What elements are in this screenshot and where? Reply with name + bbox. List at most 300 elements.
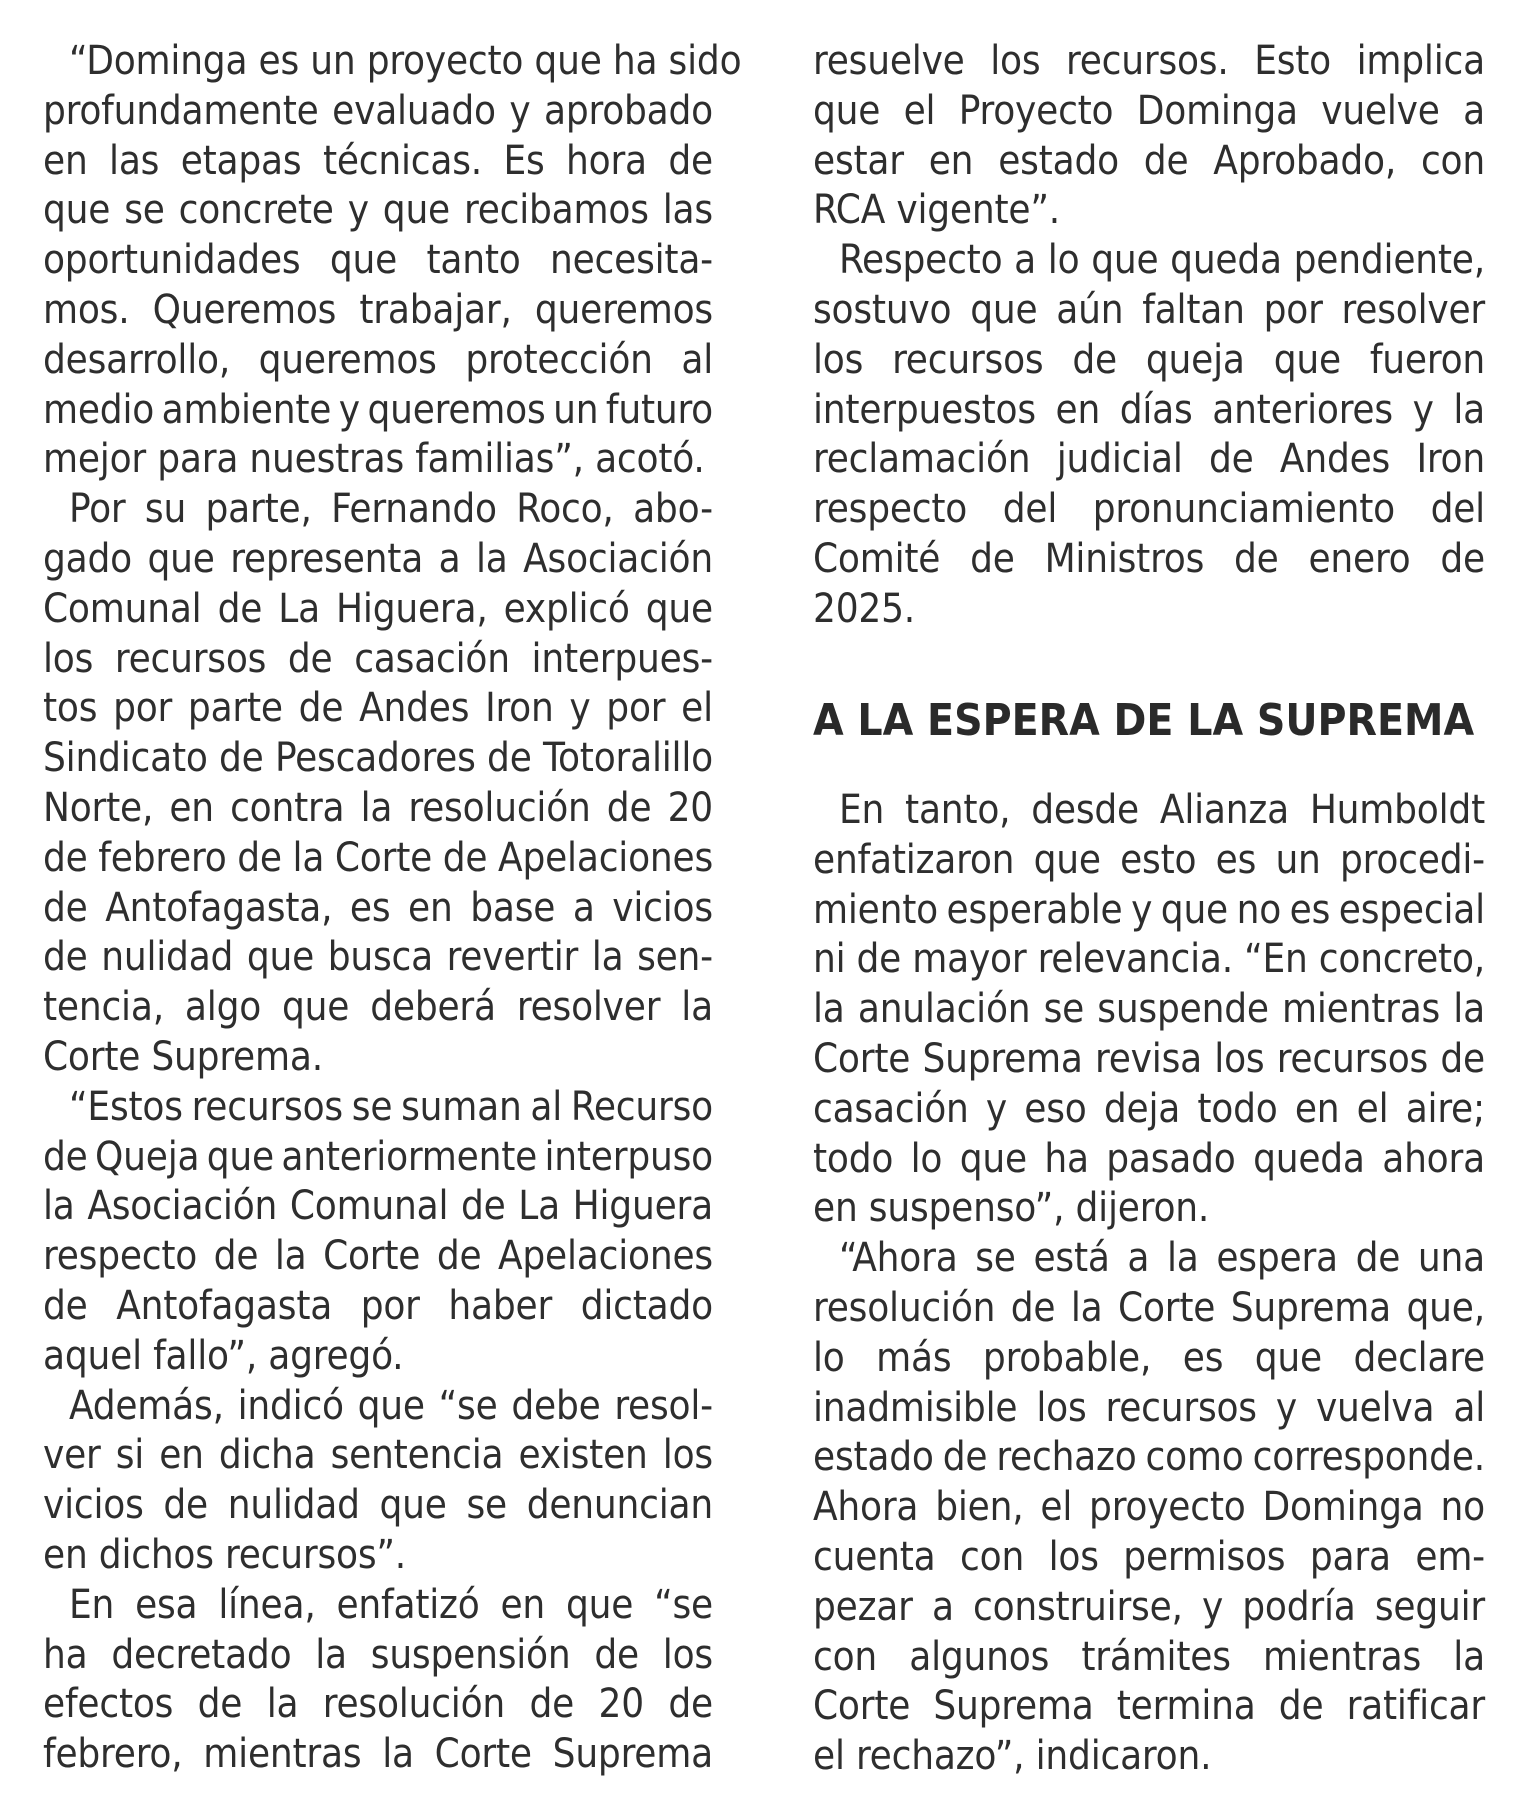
text-word: un	[1275, 836, 1321, 883]
text-word: decretado	[111, 1631, 292, 1678]
text-word: Asociación	[87, 1183, 278, 1230]
text-word: revertir	[446, 934, 579, 981]
text-word: en	[928, 137, 974, 184]
text-word: el	[1040, 1484, 1073, 1531]
text-word: de	[1355, 1235, 1401, 1282]
text-word: recursos	[892, 336, 1044, 383]
text-word: de	[43, 934, 88, 981]
text-word: proyecto	[1089, 1484, 1246, 1531]
text-word: respecto	[813, 486, 968, 533]
text-word: más	[876, 1334, 952, 1381]
text-word: aprobado	[543, 87, 713, 134]
text-word: Sindicato	[43, 735, 208, 782]
text-line	[43, 285, 713, 335]
text-word: termina	[1116, 1683, 1256, 1730]
text-word: en	[500, 1581, 546, 1628]
text-word: estar	[813, 137, 904, 184]
text-word: eso	[1024, 1085, 1087, 1132]
text-word: Norte,	[43, 785, 154, 831]
text-word: “Ahora	[839, 1235, 958, 1282]
text-word: suman	[401, 1083, 522, 1130]
text-word: Dominga	[1136, 87, 1298, 134]
text-word: nulidad	[227, 1482, 360, 1529]
text-word: busca	[327, 934, 433, 981]
text-word: Apelaciones	[497, 1233, 713, 1280]
text-line	[43, 185, 713, 235]
text-word: los	[43, 635, 94, 682]
text-word: y	[1131, 886, 1153, 933]
text-word: al	[530, 1083, 563, 1130]
text-word: Ahora	[813, 1484, 919, 1531]
text-word: la	[315, 1631, 347, 1678]
text-word: lo	[813, 1334, 845, 1381]
text-line: RCA vigente”.	[813, 187, 1060, 234]
text-word: dicha	[218, 1432, 316, 1479]
text-word: Corte	[813, 1036, 911, 1082]
text-word: reclamación	[813, 436, 1031, 483]
text-word: declare	[1353, 1334, 1485, 1381]
text-word: pendiente,	[1293, 237, 1485, 284]
text-word: algo	[184, 984, 262, 1031]
text-word: de	[529, 1681, 575, 1728]
text-word: revisa	[1095, 1036, 1202, 1082]
text-word: vuelve	[1321, 87, 1440, 134]
text-line	[813, 1383, 1485, 1433]
text-word: desde	[1031, 787, 1140, 833]
text-word: vuelva	[1315, 1384, 1435, 1431]
text-word: en	[1055, 386, 1101, 433]
text-word: recursos	[114, 635, 267, 682]
text-word: la	[475, 536, 508, 582]
text-word: que	[43, 187, 111, 234]
text-word: debe	[511, 1382, 601, 1429]
text-word: está	[1033, 1235, 1110, 1282]
text-word: resol-	[614, 1382, 713, 1429]
text-word: en	[1294, 1085, 1340, 1132]
text-word: como	[1145, 1434, 1244, 1481]
text-word: respecto	[43, 1233, 198, 1280]
text-word: en	[43, 137, 88, 184]
text-word: los	[662, 1631, 713, 1678]
text-word: a	[1463, 87, 1485, 134]
text-word: mientras	[203, 1731, 362, 1778]
text-word: el	[681, 685, 713, 732]
text-word: por	[113, 685, 173, 732]
text-word: parte,	[205, 486, 312, 533]
text-word: de	[594, 1631, 639, 1678]
text-word: que	[1273, 336, 1341, 383]
text-word: las	[109, 137, 160, 184]
text-word: protección	[465, 336, 653, 383]
text-word: la	[292, 834, 325, 881]
text-line	[43, 833, 713, 883]
text-word: la	[1453, 1633, 1485, 1680]
text-word: tos	[43, 685, 98, 732]
text-word: febrero	[98, 834, 227, 881]
text-word: que	[147, 536, 215, 582]
text-line	[813, 1283, 1485, 1333]
text-word: sentencia	[330, 1432, 504, 1479]
text-word: Esto	[1254, 38, 1331, 84]
text-word: enero	[1308, 536, 1411, 582]
text-line	[813, 1034, 1485, 1084]
text-word: resolución	[322, 1681, 506, 1728]
text-word: que	[282, 984, 350, 1031]
text-word: Higuera,	[336, 585, 488, 632]
text-word: su	[144, 486, 187, 533]
text-word: a	[572, 884, 595, 931]
text-word: de	[43, 834, 88, 881]
text-word: con	[1420, 137, 1485, 184]
text-word: Además,	[69, 1382, 224, 1429]
text-word: casación	[813, 1085, 969, 1132]
text-word: enfatizaron	[813, 836, 1015, 883]
text-word: las	[662, 187, 713, 234]
text-word: de	[487, 735, 532, 782]
text-word: recursos.	[1066, 38, 1229, 84]
text-line	[43, 335, 713, 385]
text-word: representa	[230, 536, 424, 582]
text-word: que	[379, 1482, 447, 1529]
text-word: resolver	[1341, 287, 1485, 333]
text-word: concrete	[178, 187, 334, 234]
text-line	[813, 335, 1485, 385]
text-word: la	[43, 1183, 75, 1230]
text-word: en	[408, 884, 453, 931]
text-word: recibamos	[463, 187, 649, 234]
text-word: de	[43, 884, 88, 931]
text-word: em-	[1415, 1534, 1485, 1580]
text-word: de	[237, 834, 282, 881]
text-word: que	[382, 187, 451, 234]
text-word: días	[1119, 386, 1193, 433]
text-word: mayor	[912, 936, 1027, 983]
text-line: “Dominga es un proyecto que ha sido	[69, 38, 742, 84]
text-word: de	[1440, 536, 1485, 582]
text-word: de	[460, 1183, 506, 1230]
text-line	[43, 733, 713, 783]
text-word: Pescadores	[275, 735, 476, 782]
text-line	[43, 484, 713, 534]
text-line	[813, 1233, 1485, 1283]
text-word: deberá	[370, 984, 496, 1031]
text-word: Totoralillo	[543, 735, 713, 782]
text-line	[43, 534, 713, 584]
text-word: Aprobado,	[1213, 137, 1397, 184]
text-word: Dominga	[1262, 1484, 1424, 1531]
text-word: ahora	[1382, 1135, 1485, 1182]
text-word: la	[382, 1731, 414, 1778]
text-word: los	[990, 38, 1041, 84]
text-word: pasado	[1106, 1135, 1236, 1182]
text-word: esperable	[946, 886, 1123, 933]
text-word: “se	[438, 1382, 498, 1429]
text-word: cuenta	[813, 1534, 936, 1580]
text-word: estado	[813, 1434, 934, 1481]
text-word: Suprema	[552, 1731, 713, 1778]
text-word: bien,	[935, 1484, 1024, 1531]
text-line	[813, 534, 1485, 584]
text-line	[43, 1630, 713, 1680]
text-word: Comunal	[43, 585, 202, 632]
text-word: casación	[354, 635, 510, 682]
text-word: Iron	[1416, 436, 1485, 483]
text-word: explicó	[503, 585, 630, 632]
text-word: Roco,	[516, 486, 614, 533]
text-word: una	[1417, 1235, 1485, 1282]
text-word: estado	[998, 137, 1119, 184]
text-word: de	[1440, 1036, 1485, 1082]
text-word: Corte	[1118, 1285, 1216, 1331]
text-word: por	[360, 1283, 420, 1329]
text-line	[43, 235, 713, 285]
text-word: Por	[69, 486, 126, 533]
text-word: a	[931, 1583, 954, 1630]
text-line: Corte Suprema.	[43, 1034, 323, 1080]
text-word: de	[1234, 536, 1279, 582]
text-line	[813, 484, 1485, 534]
text-word: y	[569, 685, 591, 732]
text-word: de	[197, 1681, 243, 1728]
text-line	[813, 835, 1485, 885]
text-word: probable,	[982, 1334, 1152, 1381]
text-line	[43, 883, 713, 933]
text-line	[43, 1181, 713, 1231]
text-word: los	[813, 336, 864, 383]
text-line	[43, 385, 713, 435]
text-word: se	[124, 187, 165, 234]
text-word: corresponde.	[1252, 1434, 1485, 1481]
text-word: pezar	[813, 1583, 913, 1630]
text-line	[813, 136, 1485, 186]
text-word: de	[1278, 1683, 1324, 1730]
text-word: medio	[43, 386, 155, 433]
text-line	[43, 1381, 713, 1431]
text-word: que,	[1406, 1285, 1485, 1331]
text-word: suspensión	[370, 1631, 571, 1678]
text-word: de	[287, 635, 333, 682]
text-word: y	[509, 87, 531, 134]
text-line	[813, 1532, 1485, 1582]
text-word: evaluado	[332, 87, 496, 134]
text-line	[43, 584, 713, 634]
text-word: Suprema	[1230, 1285, 1391, 1331]
text-word: existen	[518, 1432, 648, 1479]
text-word: queja	[1145, 336, 1245, 383]
text-word: técnicas.	[322, 137, 482, 184]
text-word: la	[813, 986, 845, 1033]
text-word: construirse,	[973, 1583, 1183, 1630]
text-line: 2025.	[813, 585, 915, 632]
text-word: En	[69, 1581, 115, 1628]
text-line	[813, 1582, 1485, 1632]
text-word: anteriormente	[281, 1133, 538, 1180]
text-word: vicios	[612, 884, 713, 931]
text-word: que	[1254, 1334, 1322, 1381]
text-word: lo	[1047, 237, 1080, 284]
text-line	[813, 934, 1485, 984]
text-word: Corte	[323, 1233, 421, 1280]
text-word: ha	[1044, 1135, 1089, 1182]
text-word: Recurso	[570, 1083, 713, 1130]
text-word: que	[206, 1133, 274, 1180]
text-line	[813, 1134, 1485, 1184]
text-word: indicó	[237, 1382, 344, 1429]
text-word: vicios	[43, 1482, 144, 1529]
text-word: es	[1215, 836, 1257, 883]
text-word: es	[1289, 886, 1331, 933]
text-word: de	[213, 1233, 259, 1280]
text-word: ha	[43, 1631, 88, 1678]
text-word: efectos	[43, 1681, 174, 1728]
text-word: que	[959, 1135, 1027, 1182]
text-word: resolución	[813, 1285, 996, 1331]
text-word: Corte	[334, 834, 433, 881]
text-word: la	[1453, 986, 1485, 1033]
text-line	[813, 86, 1485, 136]
text-word: Asociación	[523, 536, 713, 582]
text-word: al	[1453, 1384, 1485, 1431]
text-word: no	[1236, 886, 1282, 933]
text-line: en dichos recursos”.	[43, 1532, 407, 1578]
text-word: permisos	[1123, 1534, 1286, 1580]
text-line	[43, 932, 713, 982]
text-word: Apelaciones	[498, 834, 713, 881]
text-line	[43, 1082, 713, 1132]
text-word: que	[1091, 237, 1159, 284]
text-word: suspende	[1097, 986, 1269, 1033]
text-word: especial	[1338, 886, 1485, 933]
text-line	[43, 1729, 713, 1779]
text-word: gado	[43, 536, 132, 582]
text-word: Ministros	[1044, 536, 1205, 582]
text-word: abo-	[633, 486, 713, 533]
text-word: miento	[813, 886, 938, 933]
text-line	[813, 1632, 1485, 1682]
text-word: futuro	[605, 386, 713, 433]
text-word: relevancia.	[1037, 936, 1233, 983]
text-word: con	[960, 1534, 1025, 1580]
text-word: del	[1002, 486, 1058, 533]
text-word: que	[329, 237, 398, 284]
text-word: es	[349, 884, 391, 931]
text-word: la	[360, 785, 393, 831]
text-line	[813, 1482, 1485, 1532]
text-word: mientras	[1281, 986, 1441, 1033]
text-word: con	[813, 1633, 878, 1680]
text-word: esa	[135, 1581, 198, 1628]
text-word: de	[1143, 137, 1189, 184]
text-word: recursos	[1276, 1036, 1429, 1082]
text-word: la	[266, 1681, 299, 1728]
text-word: ambiente	[161, 386, 332, 433]
text-line	[813, 984, 1485, 1034]
text-word: en	[169, 785, 214, 831]
text-word: de	[1072, 336, 1117, 383]
text-word: de	[970, 536, 1015, 582]
text-word: la	[681, 984, 713, 1031]
text-word: oportunidades	[43, 237, 301, 284]
text-word: tanto	[426, 237, 521, 284]
text-word: Fernando	[331, 486, 497, 533]
text-line: en suspenso”, dijeron.	[813, 1185, 1210, 1232]
text-word: espera	[1216, 1235, 1338, 1282]
text-word: de	[606, 785, 652, 831]
text-word: concreto,	[1318, 936, 1485, 983]
text-word: que	[565, 1581, 634, 1628]
text-word: recursos	[191, 1083, 343, 1130]
text-word: es	[1182, 1334, 1224, 1381]
text-word: al	[681, 336, 713, 383]
text-line	[43, 1580, 713, 1630]
text-word: trabajar,	[359, 287, 512, 333]
text-word: Andes	[1279, 436, 1391, 483]
text-word: implica	[1356, 38, 1485, 84]
text-line: el rechazo”, indicaron.	[813, 1733, 1212, 1780]
text-word: deja	[1103, 1085, 1181, 1132]
text-word: Suprema	[933, 1683, 1094, 1730]
text-word: faltan	[1142, 287, 1245, 333]
text-line	[813, 385, 1485, 435]
text-line	[43, 783, 713, 833]
text-word: Suprema	[922, 1036, 1083, 1082]
text-word: Es	[503, 137, 545, 184]
text-line	[813, 434, 1485, 484]
text-word: Antofagasta	[116, 1283, 333, 1329]
text-word: “se	[654, 1581, 713, 1628]
text-word: un	[553, 386, 599, 433]
text-word: judicial	[1056, 436, 1183, 483]
text-word: seguir	[1374, 1583, 1485, 1630]
text-word: anteriores	[1212, 386, 1393, 433]
text-line	[43, 1132, 713, 1182]
text-word: el	[1356, 1085, 1389, 1132]
text-line	[813, 36, 1485, 86]
text-word: procedi-	[1339, 836, 1485, 883]
text-word: para	[1309, 1534, 1391, 1580]
text-word: queda	[1170, 237, 1282, 284]
text-word: febrero,	[43, 1731, 183, 1778]
text-word: por	[606, 685, 666, 732]
text-word: de	[219, 735, 264, 782]
text-word: que	[1160, 886, 1229, 933]
text-word: el	[903, 87, 936, 134]
text-word: y	[347, 187, 369, 234]
text-word: lo	[910, 1135, 943, 1182]
text-word: por	[1263, 287, 1323, 333]
text-word: que	[970, 287, 1038, 333]
text-word: si	[115, 1432, 145, 1479]
text-word: “Estos	[69, 1083, 183, 1130]
text-word: ratificar	[1346, 1683, 1485, 1730]
text-word: interpues-	[531, 635, 713, 682]
text-word: en	[159, 1432, 204, 1479]
text-line	[813, 785, 1485, 835]
text-word: que	[1033, 836, 1101, 883]
text-word: resuelve	[813, 38, 965, 84]
text-word: trámites	[1081, 1633, 1231, 1680]
text-word: nulidad	[101, 934, 234, 981]
text-word: Comité	[813, 536, 941, 582]
text-word: de	[43, 1133, 88, 1180]
text-word: rechazo	[996, 1434, 1137, 1481]
text-line	[43, 634, 713, 684]
text-word: Humboldt	[1309, 787, 1485, 833]
text-word: los	[1048, 1534, 1099, 1580]
text-word: Andes	[359, 685, 470, 732]
text-word: Corte	[434, 1731, 532, 1778]
text-word: no	[1440, 1484, 1485, 1531]
